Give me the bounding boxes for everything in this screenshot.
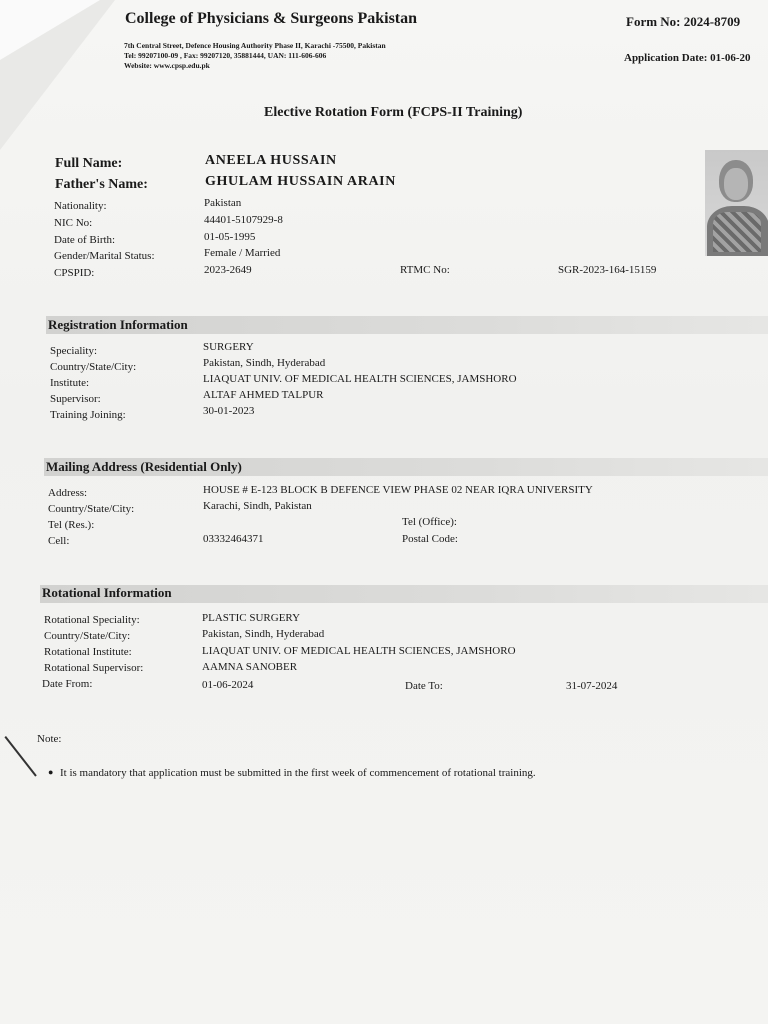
form-number: Form No: 2024-8709 [626,14,741,29]
father-name-label: Father's Name: [55,177,148,192]
cell-label: Cell: [48,535,70,547]
tel-res-label: Tel (Res.): [48,519,95,531]
note-text: It is mandatory that application must be submitted in the first week of commencement of rotational training. [60,767,536,779]
date-from-value: 01-06-2024 [202,679,254,691]
gender-label: Gender/Marital Status: [54,250,155,262]
college-name: College of Physicians & Surgeons Pakistan [125,10,418,27]
father-name-value: GHULAM HUSSAIN ARAIN [205,174,396,189]
speciality-label: Speciality: [50,345,98,357]
folded-corner-highlight [0,0,100,60]
mail-country-label: Country/State/City: [48,503,135,515]
rotation-title: Rotational Information [42,585,172,600]
rot-country-label: Country/State/City: [44,630,131,642]
rtmc-label: RTMC No: [400,264,450,276]
joining-value: 30-01-2023 [203,405,255,417]
rot-institute-label: Rotational Institute: [44,646,132,658]
date-from-label: Date From: [42,678,93,690]
nic-value: 44401-5107929-8 [204,214,283,226]
form-title: Elective Rotation Form (FCPS-II Training) [264,105,523,120]
supervisor-value: ALTAF AHMED TALPUR [203,389,324,401]
rtmc-value: SGR-2023-164-15159 [558,264,657,276]
full-name-value: ANEELA HUSSAIN [205,153,337,168]
gender-value: Female / Married [204,247,281,259]
rot-country-value: Pakistan, Sindh, Hyderabad [202,628,325,640]
pen-mark [4,736,36,777]
address-value: HOUSE # E-123 BLOCK B DEFENCE VIEW PHASE 02 NEAR IQRA UNIVERSITY [203,484,593,496]
postal-code-label: Postal Code: [402,533,458,545]
college-address: 7th Central Street, Defence Housing Authority Phase II, Karachi -75500, Pakistan [124,41,386,50]
college-website: Website: www.cpsp.edu.pk [124,61,210,70]
applicant-photo [705,150,768,256]
mailing-title: Mailing Address (Residential Only) [46,459,242,474]
institute-label: Institute: [50,377,90,389]
bullet-icon: ● [48,767,54,777]
institute-value: LIAQUAT UNIV. OF MEDICAL HEALTH SCIENCES, JAMSHORO [203,373,517,385]
nationality-value: Pakistan [204,197,242,209]
application-date: Application Date: 01-06-20 [624,52,751,64]
reg-country-label: Country/State/City: [50,361,137,373]
reg-country-value: Pakistan, Sindh, Hyderabad [203,357,326,369]
cpspid-label: CPSPID: [54,267,95,279]
date-to-label: Date To: [405,680,443,692]
nationality-label: Nationality: [54,200,107,212]
rot-speciality-value: PLASTIC SURGERY [202,612,301,624]
rot-institute-value: LIAQUAT UNIV. OF MEDICAL HEALTH SCIENCES, JAMSHORO [202,645,516,657]
speciality-value: SURGERY [203,341,254,353]
rot-supervisor-value: AAMNA SANOBER [202,661,298,673]
mail-country-value: Karachi, Sindh, Pakistan [203,500,312,512]
rot-speciality-label: Rotational Speciality: [44,614,140,626]
cell-value: 03332464371 [203,533,264,545]
date-to-value: 31-07-2024 [566,680,618,692]
rot-supervisor-label: Rotational Supervisor: [44,662,144,674]
tel-office-label: Tel (Office): [402,516,457,528]
joining-label: Training Joining: [50,409,126,421]
full-name-label: Full Name: [55,156,123,171]
dob-label: Date of Birth: [54,234,116,246]
registration-title: Registration Information [48,317,188,332]
nic-label: NIC No: [54,217,93,229]
supervisor-label: Supervisor: [50,393,101,405]
college-phone: Tel: 99207100-09 , Fax: 99207120, 35881444, UAN: 111-606-606 [124,51,327,60]
cpspid-value: 2023-2649 [204,264,252,276]
address-label: Address: [48,487,88,499]
note-label: Note: [37,733,62,745]
dob-value: 01-05-1995 [204,231,256,243]
